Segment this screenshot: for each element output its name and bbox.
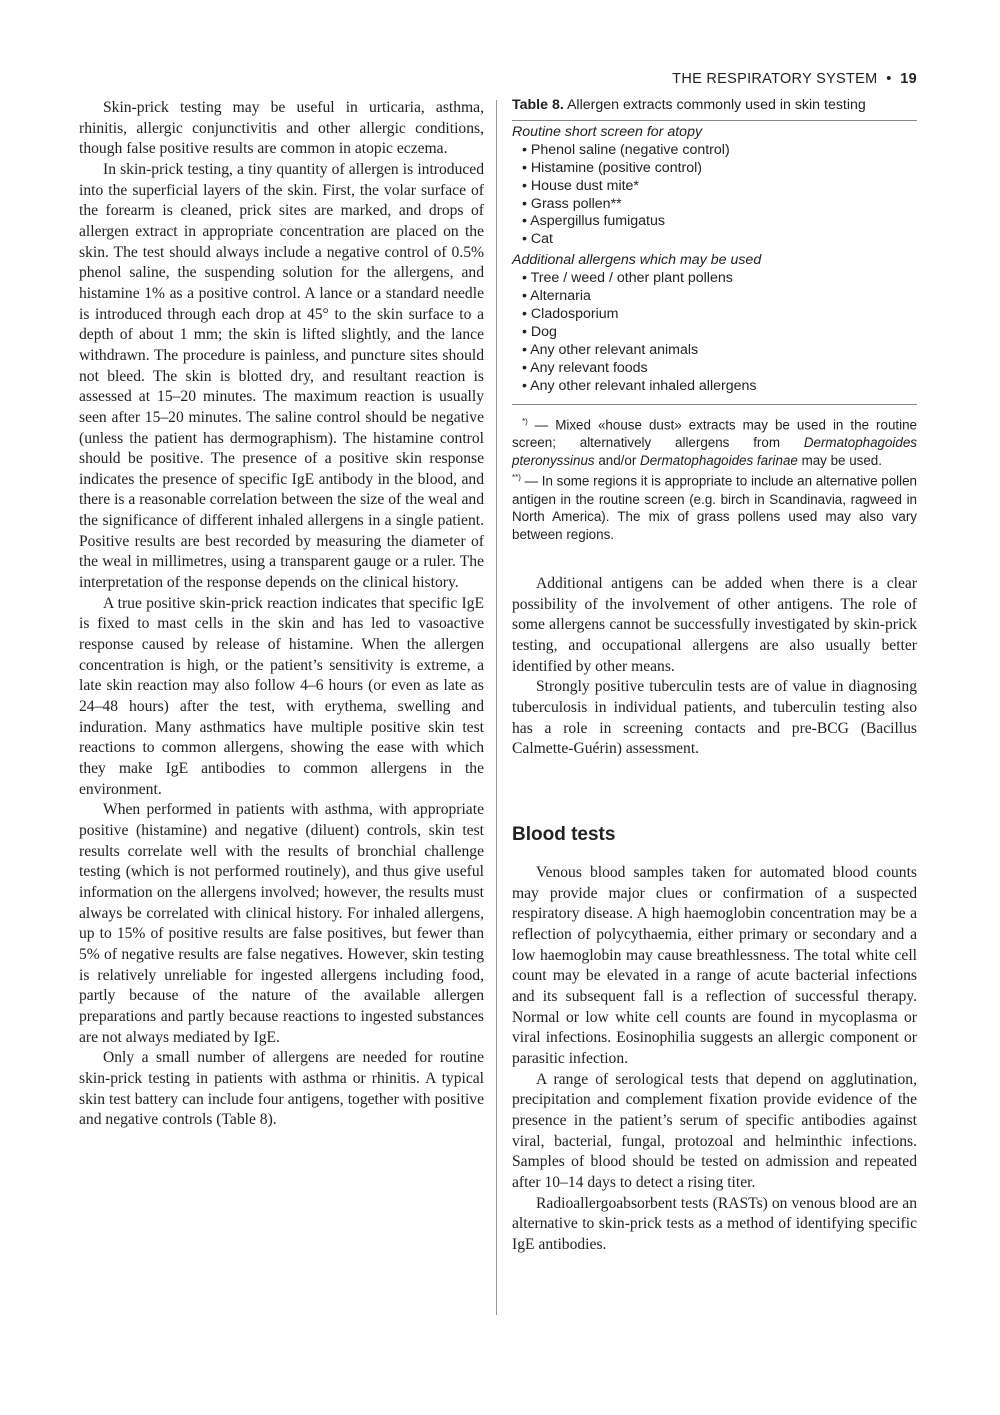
list-item: • Any relevant foods bbox=[522, 360, 917, 378]
list-item: • Dog bbox=[522, 324, 917, 342]
left-column bbox=[79, 98, 484, 1131]
footnote-mark: **) bbox=[512, 473, 521, 483]
table-rule bbox=[512, 404, 917, 405]
list-item: • Histamine (positive control) bbox=[522, 160, 917, 178]
paragraph: Only a small number of allergens are needed for routine skin-prick testing in patients with asthma or rhinitis. A typical skin test battery can include four antigens, together with positive and negative controls (Table 8). bbox=[79, 1049, 484, 1129]
table-caption bbox=[512, 97, 917, 121]
footnote-mark: *) bbox=[522, 416, 528, 426]
table-caption-text: Allergen extracts commonly used in skin testing bbox=[566, 97, 866, 113]
species-name: Dermatophagoides farinae bbox=[640, 452, 798, 468]
paragraph: Strongly positive tuberculin tests are of value in diagnosing tuberculosis in individual patients, and tuberculin testing also has a role in screening contacts and pre-BCG (Bacillus Calmette-Guérin) assessment. bbox=[512, 678, 917, 758]
paragraph: Radioallergoabsorbent tests (RASTs) on venous blood are an alternative to skin-prick tests as a method of identifying specific IgE antibodies. bbox=[512, 1194, 917, 1253]
footnote-text: may be used. bbox=[797, 452, 882, 468]
footnote-text: and/or bbox=[594, 452, 641, 468]
running-header bbox=[672, 71, 917, 87]
list-item: • Cladosporium bbox=[522, 306, 917, 324]
section-heading: Blood tests bbox=[512, 824, 616, 845]
list-item: • Alternaria bbox=[522, 288, 917, 306]
footnote-2 bbox=[512, 469, 917, 544]
paragraph: When performed in patients with asthma, with appropriate positive (histamine) and negative (diluent) controls, skin test results correlate well with the results of bronchial challenge testing (which is not performed routinely), and thus give useful information on the allergens involved; however, the results must always be correlated with clinical history. For inhaled allergens, up to 15% of positive results are false positives, but fewer than 5% of negative results are false negatives. However, skin testing is relatively unreliable for ingested allergens including food, partly because of the nature of the available allergen preparations and partly because reactions to ingested substances are not always mediated by IgE. bbox=[79, 801, 484, 1046]
page-number: 19 bbox=[900, 71, 917, 87]
paragraph: Skin-prick testing may be useful in urticaria, asthma, rhinitis, allergic conjunctivitis and other allergic conditions, though false positive results are common in atopic eczema. bbox=[79, 99, 484, 158]
column-divider bbox=[496, 100, 497, 1315]
list-item: • Tree / weed / other plant pollens bbox=[522, 270, 917, 288]
header-bullet: • bbox=[886, 71, 892, 87]
paragraph: Venous blood samples taken for automated blood counts may provide major clues or confirmation of a suspected respiratory disease. A high haemoglobin concentration may be a reflection of polycythaemia, either primary or secondary and a low haemoglobin may cause breathlessness. The total white cell count may be elevated in a range of acute bacterial infections and its subsequent fall is a reflection of successful therapy. Normal or low white cell counts are found in mycoplasma or viral infections. Eosinophilia suggests an allergic component or parasitic infection. bbox=[512, 864, 917, 1067]
list-item: • Phenol saline (negative control) bbox=[522, 142, 917, 160]
list-item: • Any other relevant inhaled allergens bbox=[522, 378, 917, 396]
table-label: Table 8. bbox=[512, 97, 564, 113]
routine-list bbox=[512, 142, 917, 249]
list-item: • Grass pollen** bbox=[522, 196, 917, 214]
right-column-top bbox=[512, 574, 917, 760]
list-item: • Aspergillus fumigatus bbox=[522, 213, 917, 231]
footnote-text: — Mixed «house dust» extracts may be used in the routine screen; alternatively allergens from bbox=[512, 416, 917, 450]
additional-list bbox=[512, 270, 917, 395]
section-title: THE RESPIRATORY SYSTEM bbox=[672, 71, 878, 87]
footnote-1 bbox=[512, 413, 917, 470]
list-item: • Any other relevant animals bbox=[522, 342, 917, 360]
paragraph: Additional antigens can be added when there is a clear possibility of the involvement of other antigens. The role of some allergens cannot be successfully investigated by skin-prick testing, and occupational allergens are also usually better identified by other means. bbox=[512, 575, 917, 675]
table-section-heading: Routine short screen for atopy bbox=[512, 123, 703, 140]
paragraph: A range of serological tests that depend on agglutination, precipitation and complement fixation provide evidence of the presence in the patient’s serum of specific antibodies against viral, bacterial, fungal, protozoal and helminthic infections. Samples of blood should be tested on admission and repeated after 10–14 days to detect a rising titer. bbox=[512, 1070, 917, 1191]
paragraph: In skin-prick testing, a tiny quantity of allergen is introduced into the superficial layers of the skin. First, the volar surface of the forearm is cleaned, prick sites are marked, and drops of allergen extract in appropriate concentration are placed on the skin. The test should always include a negative control of 0.5% phenol saline, the suspending solution for the allergens, and histamine 1% as a positive control. A lance or a standard needle is introduced through each drop at 45° to the skin surface to a depth of about 1 mm; the skin is lifted slightly, and the lance withdrawn. The procedure is painless, and puncture sites should not bleed. The skin is blotted dry, and resultant reaction is assessed at 15–20 minutes. The maximum reaction is usually seen after 15–20 minutes. The saline control should be negative (unless the patient has dermographism). The histamine control should be positive. The presence of a positive skin response indicates the presence of specific IgE antibody in the blood, and there is a reasonable correlation between the size of the weal and the significance of different inhaled allergens in a single patient. Positive results are best recorded by measuring the diameter of the weal in millimetres, using a transparent gauge or a ruler. The interpretation of the response depends on the clinical history. bbox=[79, 160, 484, 592]
table-8 bbox=[512, 97, 917, 544]
right-column-bottom bbox=[512, 863, 917, 1255]
species-name: Dermatophagoides pteronyssinus bbox=[512, 434, 917, 468]
list-item: • Cat bbox=[522, 231, 917, 249]
table-section-heading: Additional allergens which may be used bbox=[512, 252, 762, 269]
table-footnotes bbox=[512, 413, 917, 545]
footnote-text: — In some regions it is appropriate to include an alternative pollen antigen in the routine screen (e.g. birch in Scandinavia, ragweed in North America). The mix of grass pollens used may also vary between regions. bbox=[512, 473, 917, 543]
list-item: • House dust mite* bbox=[522, 178, 917, 196]
paragraph: A true positive skin-prick reaction indicates that specific IgE is fixed to mast cells in the skin and has led to vasoactive response caused by release of histamine. When the allergen concentration is high, or the patient’s sensitivity is extreme, a late skin reaction may also follow 4–6 hours (or even as late as 24–48 hours) after the test, with erythema, swelling and induration. Many asthmatics have multiple positive skin test reactions to common allergens, showing the ease with which they make IgE antibodies to common allergens in the environment. bbox=[79, 594, 484, 798]
